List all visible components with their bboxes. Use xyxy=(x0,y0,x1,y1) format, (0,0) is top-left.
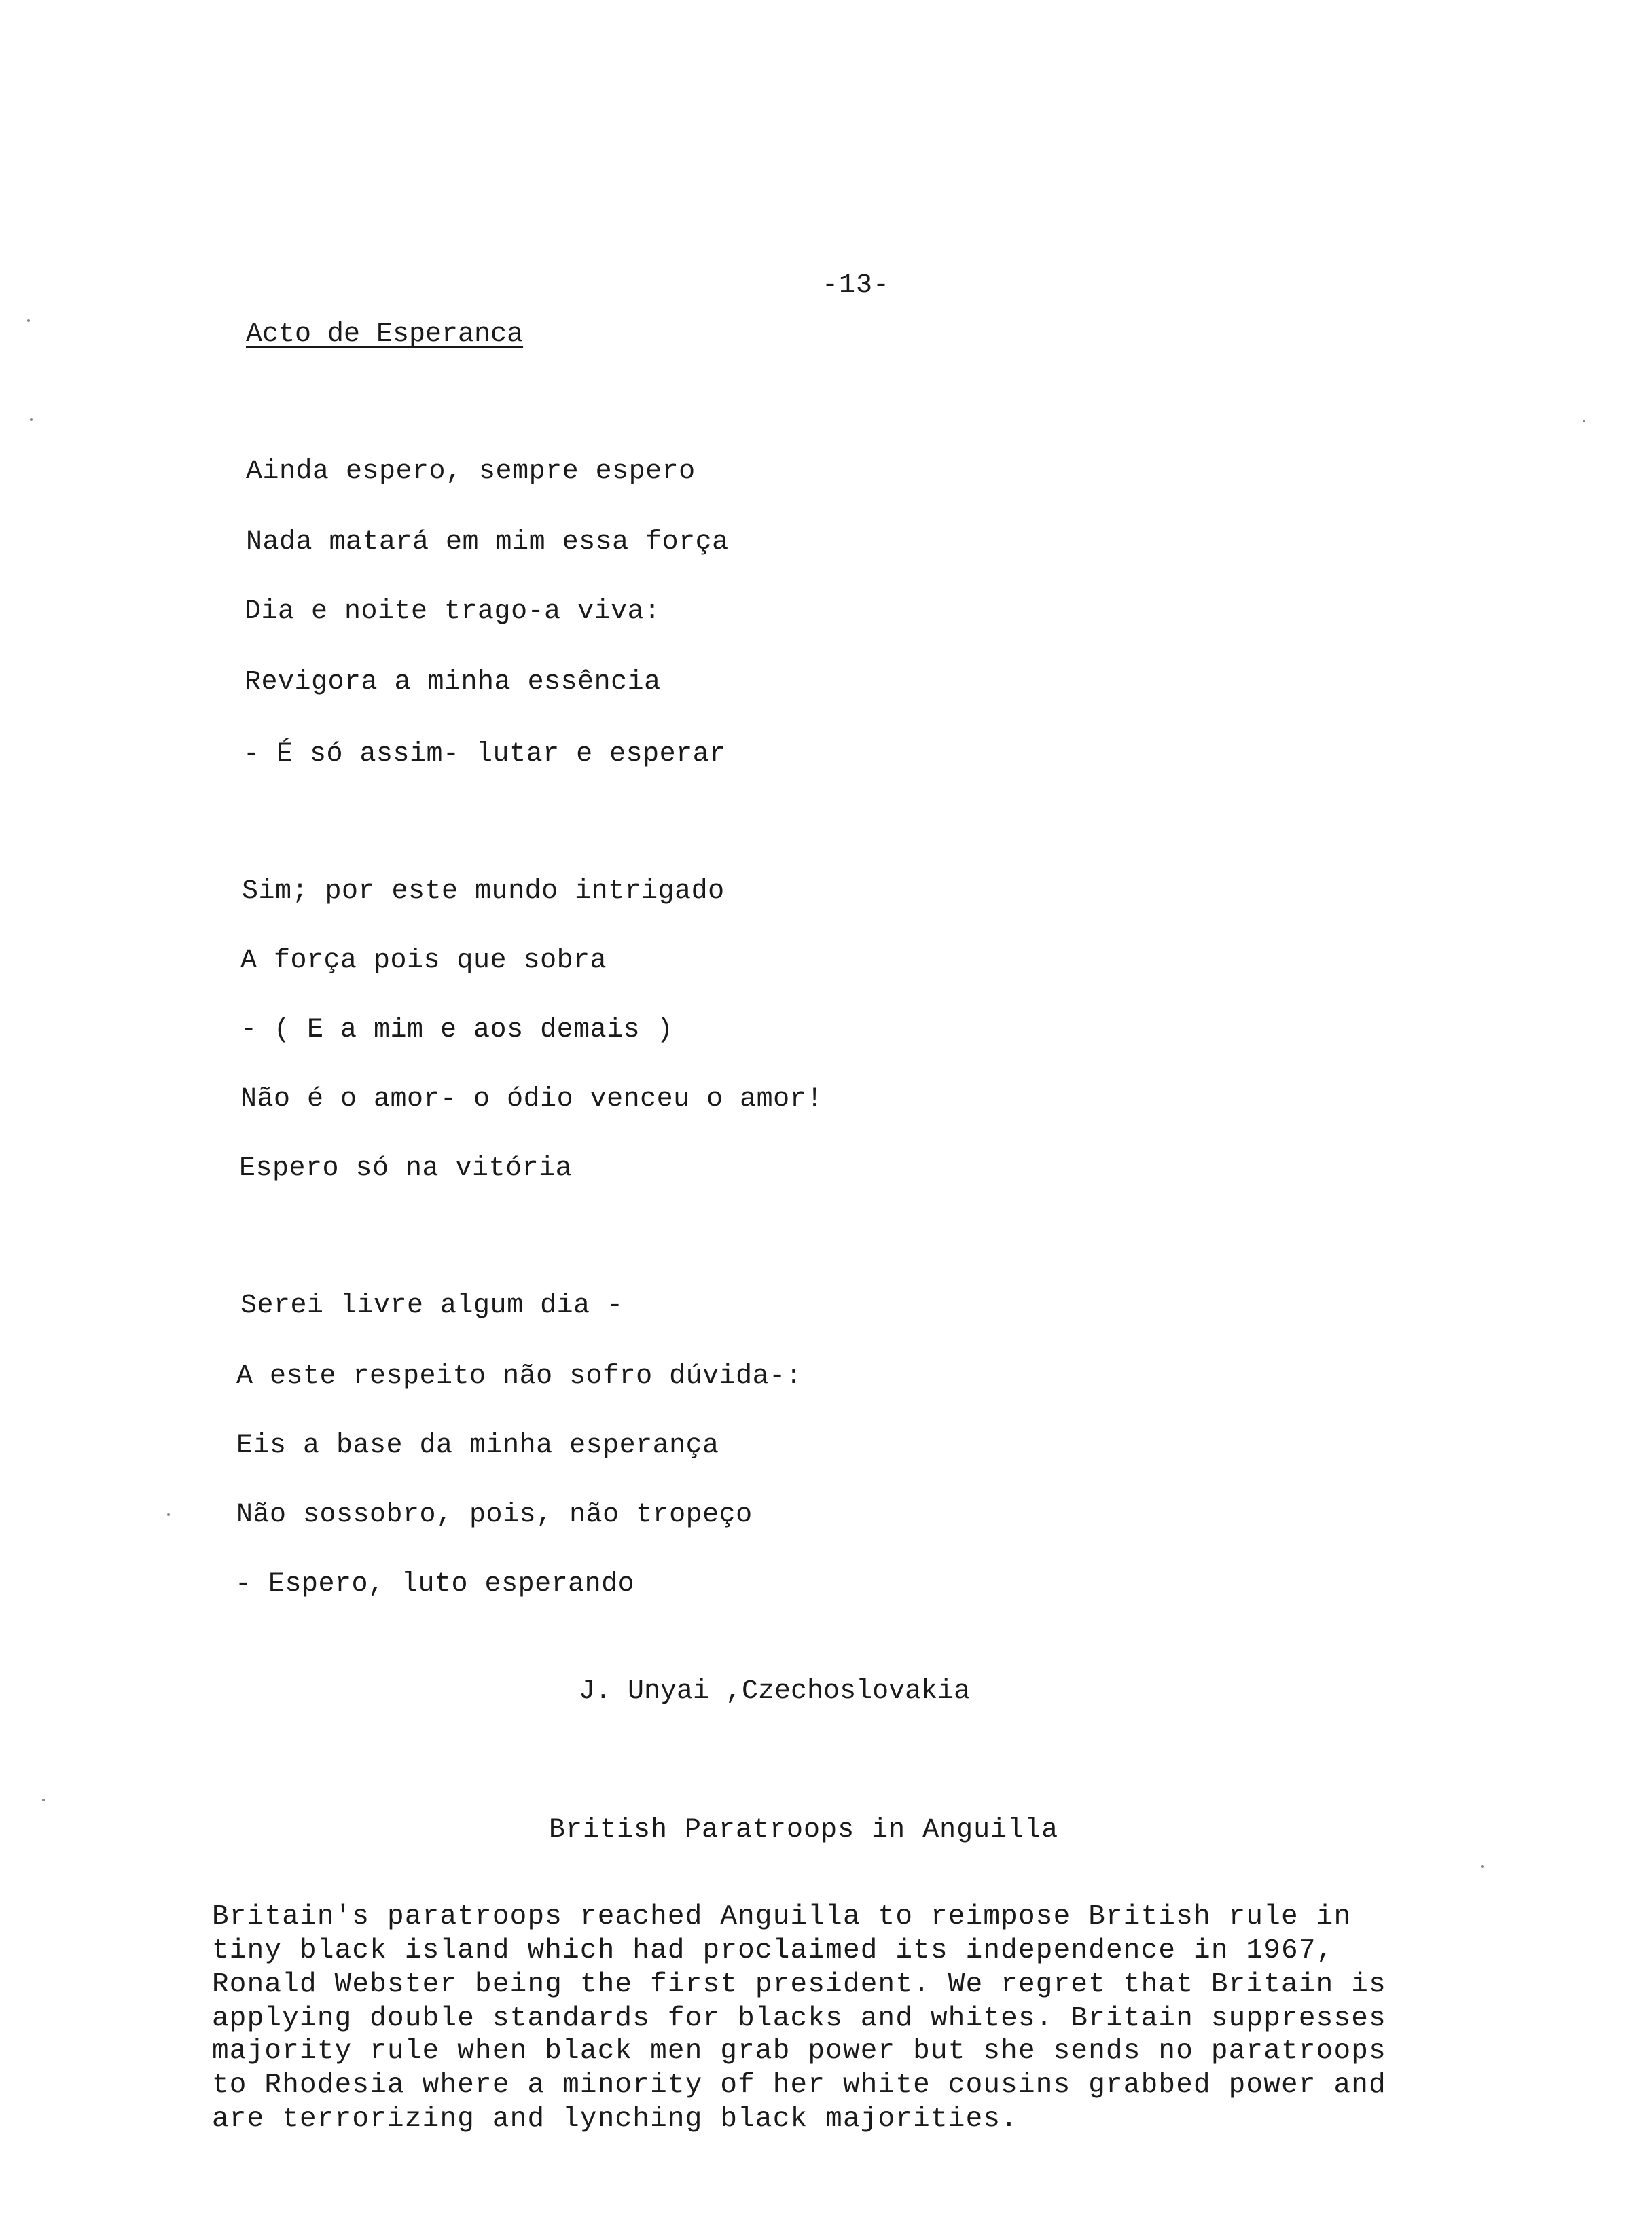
page-number: -13- xyxy=(822,270,891,301)
article-line: Britain's paratroops reached Anguilla to reimpose British rule in xyxy=(212,1901,1352,1932)
article-line: Ronald Webster being the first president. We regret that Britain is xyxy=(212,1969,1386,2000)
poem-line: - ( E a mim e aos demais ) xyxy=(240,1015,674,1045)
article-line: to Rhodesia where a minority of her white cousins grabbed power and xyxy=(212,2070,1386,2101)
article-line: majority rule when black men grab power but she sends no paratroops xyxy=(212,2036,1386,2067)
poem-line: Serei livre algum dia - xyxy=(240,1291,624,1321)
poem-line: Ainda espero, sempre espero xyxy=(246,456,696,487)
poem-line: Sim; por este mundo intrigado xyxy=(242,876,725,907)
scan-speck xyxy=(1481,1865,1484,1868)
scan-speck xyxy=(167,1513,170,1516)
scan-speck xyxy=(42,1799,45,1801)
article-line: applying double standards for blacks and whites. Britain suppresses xyxy=(212,2003,1386,2034)
poem-line: - Espero, luto esperando xyxy=(235,1569,635,1600)
poem-line: A este respeito não sofro dúvida-: xyxy=(236,1361,803,1392)
poem-line: Revigora a minha essência xyxy=(245,667,661,698)
article-line: tiny black island which had proclaimed its independence in 1967, xyxy=(212,1935,1334,1966)
poem-line: A força pois que sobra xyxy=(240,945,607,976)
poem-line: Nada matará em mim essa força xyxy=(246,527,729,558)
scan-speck xyxy=(27,319,30,322)
poem-line: Não sossobro, pois, não tropeço xyxy=(236,1500,753,1530)
poem-signature: J. Unyai ,Czechoslovakia xyxy=(579,1676,971,1707)
poem-line: - É só assim- lutar e esperar xyxy=(243,739,726,770)
scan-speck xyxy=(30,418,33,421)
article-title: British Paratroops in Anguilla xyxy=(549,1815,1059,1845)
poem-line: Eis a base da minha esperança xyxy=(236,1430,719,1461)
scan-speck xyxy=(1583,420,1585,422)
poem-line: Espero só na vitória xyxy=(239,1153,573,1184)
article-line: are terrorizing and lynching black majorities. xyxy=(212,2104,1018,2135)
poem-line: Não é o amor- o ódio venceu o amor! xyxy=(240,1084,823,1115)
poem-line: Dia e noite trago-a viva: xyxy=(245,596,661,627)
poem-title: Acto de Esperanca xyxy=(246,319,524,350)
